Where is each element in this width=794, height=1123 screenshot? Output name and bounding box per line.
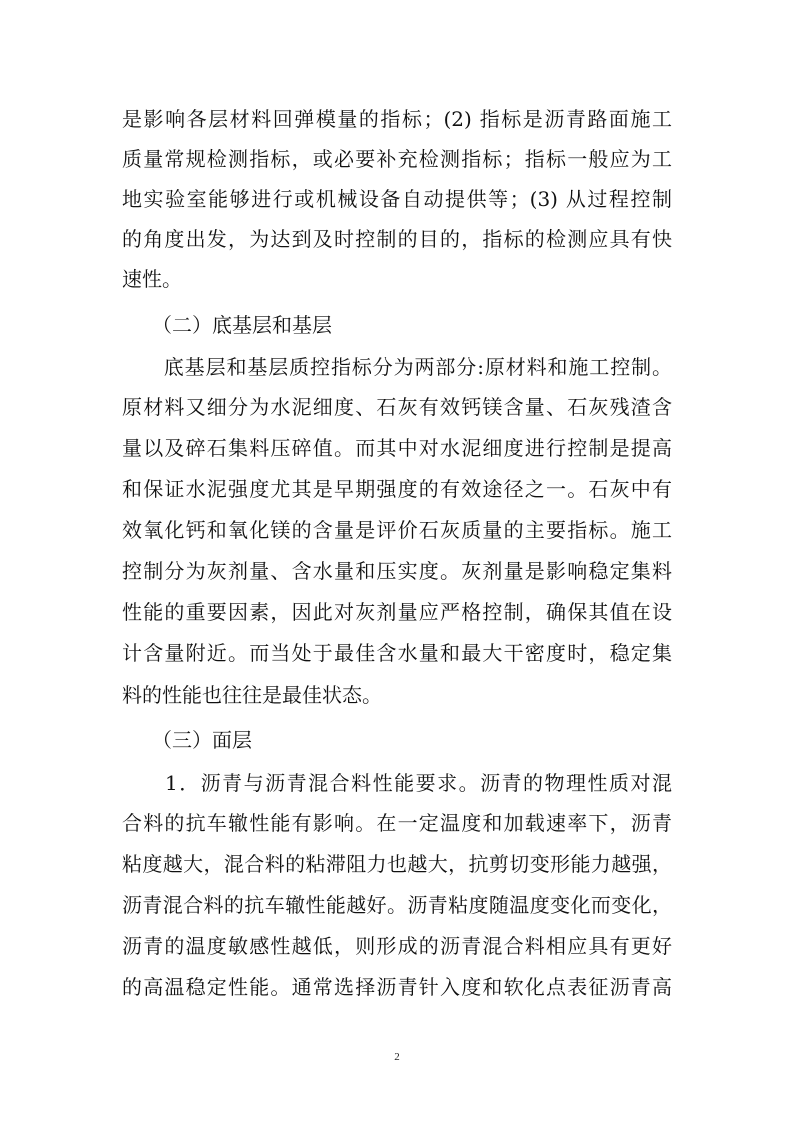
page-number: 2 <box>394 1051 400 1063</box>
text-line: 是影响各层材料回弹模量的指标；(2) 指标是沥青路面施工 <box>122 107 672 131</box>
text-line: 沥青混合料的抗车辙性能越好。沥青粘度随温度变化而变化， <box>122 893 672 917</box>
text-line: 地实验室能够进行或机械设备自动提供等；(3) 从过程控制 <box>122 187 672 211</box>
text-line: 料的性能也往往是最佳状态。 <box>122 683 382 707</box>
section-heading: （二）底基层和基层 <box>122 313 332 337</box>
text-line: 和保证水泥强度尤其是早期强度的有效途径之一。石灰中有 <box>122 477 672 501</box>
text-line: 速性。 <box>122 267 182 291</box>
text-line: 的高温稳定性能。通常选择沥青针入度和软化点表征沥青高 <box>122 975 672 999</box>
section-heading: （三）面层 <box>122 728 252 752</box>
text-line: 的角度出发，为达到及时控制的目的，指标的检测应具有快 <box>122 227 672 251</box>
text-line: 1．沥青与沥青混合料性能要求。沥青的物理性质对混 <box>122 771 672 795</box>
text-line: 效氧化钙和氧化镁的含量是评价石灰质量的主要指标。施工 <box>122 518 672 542</box>
text-line: 计含量附近。而当处于最佳含水量和最大干密度时，稳定集 <box>122 641 672 665</box>
text-line: 粘度越大，混合料的粘滞阻力也越大，抗剪切变形能力越强， <box>122 852 672 876</box>
text-line: 合料的抗车辙性能有影响。在一定温度和加载速率下，沥青 <box>122 811 672 835</box>
text-line: 量以及碎石集料压碎值。而其中对水泥细度进行控制是提高 <box>122 436 672 460</box>
text-line: 性能的重要因素，因此对灰剂量应严格控制，确保其值在设 <box>122 600 672 624</box>
text-line: 沥青的温度敏感性越低，则形成的沥青混合料相应具有更好 <box>122 934 672 958</box>
text-line: 底基层和基层质控指标分为两部分:原材料和施工控制。 <box>122 355 672 379</box>
text-line: 质量常规检测指标，或必要补充检测指标；指标一般应为工 <box>122 147 672 171</box>
text-line: 原材料又细分为水泥细度、石灰有效钙镁含量、石灰残渣含 <box>122 395 672 419</box>
text-line: 控制分为灰剂量、含水量和压实度。灰剂量是影响稳定集料 <box>122 559 672 583</box>
